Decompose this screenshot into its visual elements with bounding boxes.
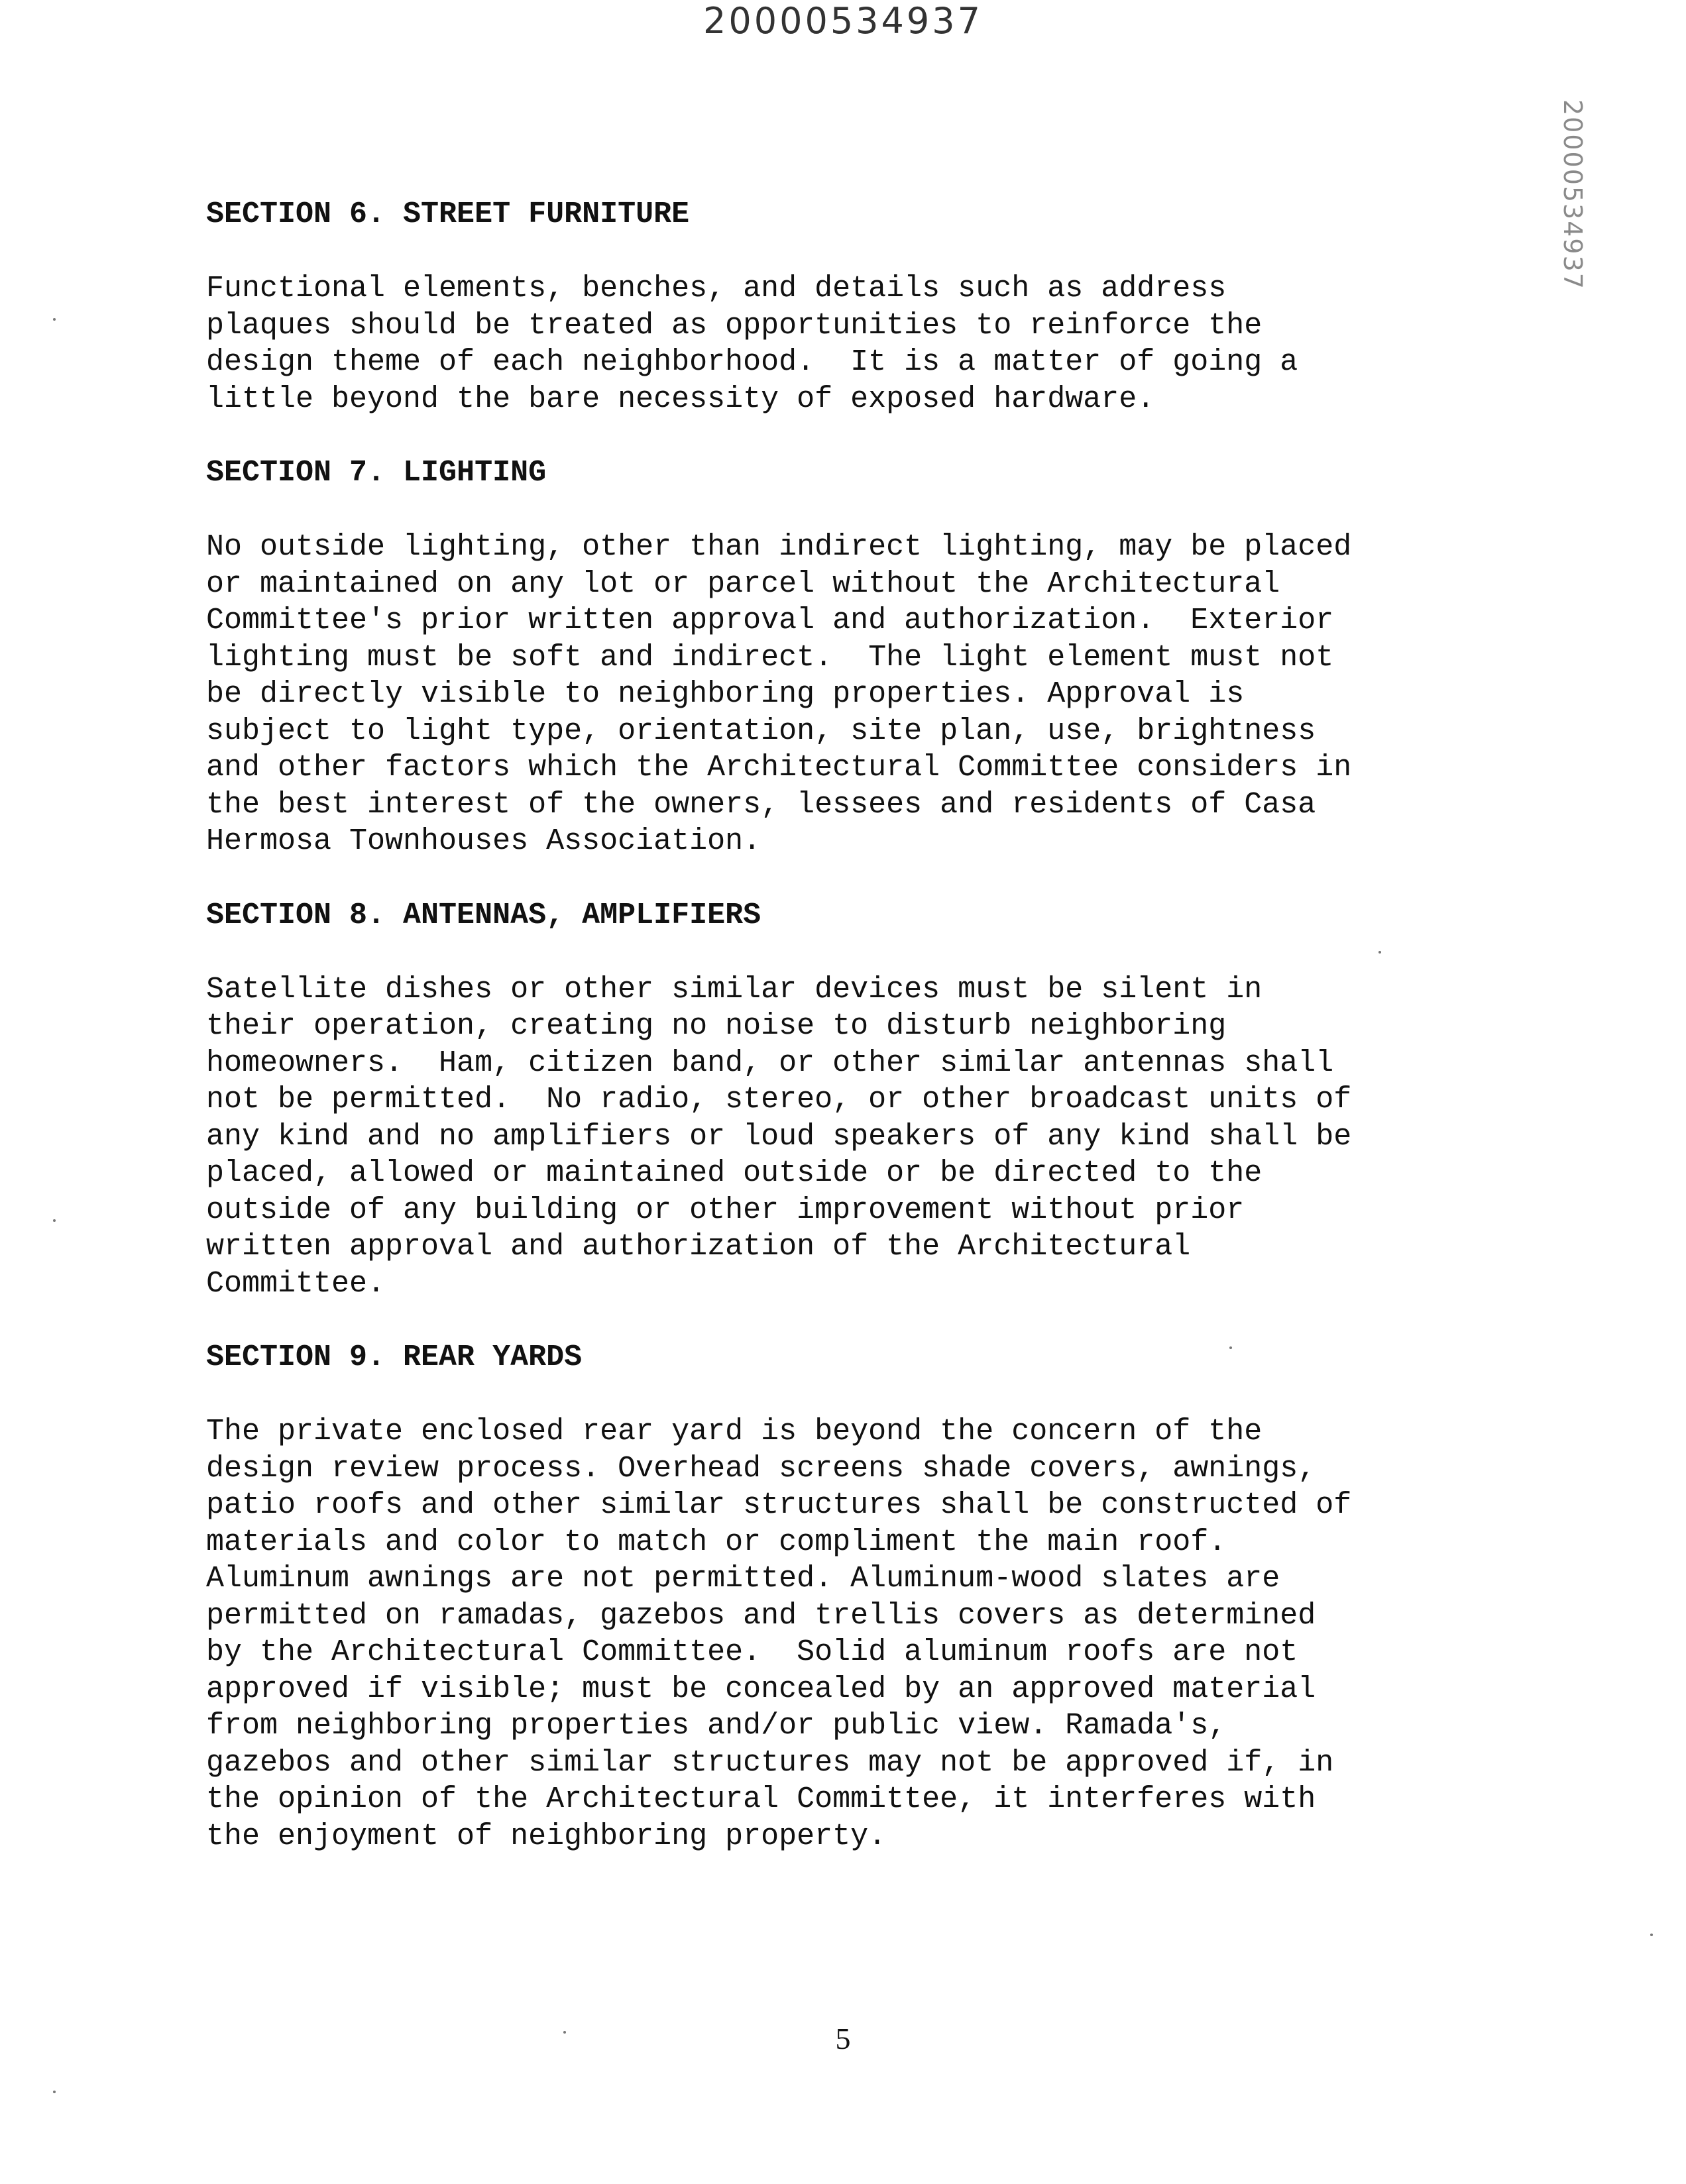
text-line: approved if visible; must be concealed by an approved material: [206, 1672, 1316, 1706]
document-number: 20000534937: [703, 0, 983, 42]
text-line: by the Architectural Committee. Solid aluminum roofs are not: [206, 1635, 1298, 1669]
text-line: Hermosa Townhouses Association.: [206, 824, 761, 858]
text-line: or maintained on any lot or parcel without the Architectural: [206, 567, 1280, 601]
section-6: [206, 196, 1505, 417]
scan-speck: [1229, 1346, 1232, 1349]
text-line: be directly visible to neighboring properties. Approval is: [206, 677, 1245, 711]
section-7: [206, 455, 1505, 860]
scan-speck: [53, 2091, 56, 2093]
section-heading: SECTION 9. REAR YARDS: [206, 1340, 583, 1374]
scan-speck: [563, 2031, 566, 2034]
text-line: and other factors which the Architectural Committee considers in: [206, 751, 1352, 785]
section-text: [206, 1413, 1505, 1855]
text-line: lighting must be soft and indirect. The light element must not: [206, 640, 1334, 675]
text-line: plaques should be treated as opportunities to reinforce the: [206, 308, 1263, 343]
text-line: outside of any building or other improvement without prior: [206, 1193, 1245, 1227]
side-stamp-number: 20000534937: [1558, 99, 1587, 290]
text-line: placed, allowed or maintained outside or be directed to the: [206, 1156, 1263, 1190]
text-line: Committee.: [206, 1266, 386, 1301]
section-text: [206, 529, 1505, 860]
text-line: Functional elements, benches, and details such as address: [206, 272, 1227, 305]
text-line: their operation, creating no noise to disturb neighboring: [206, 1009, 1227, 1043]
section-text: [206, 971, 1505, 1303]
text-line: from neighboring properties and/or public view. Ramada's,: [206, 1709, 1227, 1743]
text-line: Aluminum awnings are not permitted. Aluminum-wood slates are: [206, 1562, 1280, 1596]
section-heading: SECTION 8. ANTENNAS, AMPLIFIERS: [206, 898, 761, 932]
scan-speck: [53, 1219, 56, 1222]
text-line: Satellite dishes or other similar devices must be silent in: [206, 972, 1263, 1007]
text-line: design theme of each neighborhood. It is a matter of going a: [206, 345, 1298, 379]
text-line: permitted on ramadas, gazebos and trellis covers as determined: [206, 1598, 1316, 1633]
text-line: the best interest of the owners, lessees and residents of Casa: [206, 787, 1316, 822]
text-line: the opinion of the Architectural Committee, it interferes with: [206, 1782, 1316, 1816]
text-line: not be permitted. No radio, stereo, or other broadcast units of: [206, 1083, 1352, 1117]
text-line: the enjoyment of neighboring property.: [206, 1819, 887, 1853]
text-line: No outside lighting, other than indirect lighting, may be placed: [206, 530, 1352, 564]
text-line: subject to light type, orientation, site plan, use, brightness: [206, 714, 1316, 748]
text-line: design review process. Overhead screens shade covers, awnings,: [206, 1451, 1316, 1486]
scan-speck: [1378, 951, 1381, 954]
text-line: any kind and no amplifiers or loud speakers of any kind shall be: [206, 1119, 1352, 1154]
page-number: 5: [835, 2022, 851, 2055]
scan-speck: [53, 318, 56, 321]
document-body: [206, 196, 1505, 1892]
text-line: Committee's prior written approval and authorization. Exterior: [206, 604, 1334, 637]
section-8: [206, 897, 1505, 1303]
section-heading: SECTION 6. STREET FURNITURE: [206, 197, 690, 231]
section-9: [206, 1339, 1505, 1855]
text-line: The private enclosed rear yard is beyond the concern of the: [206, 1415, 1263, 1448]
text-line: materials and color to match or compliment the main roof.: [206, 1525, 1227, 1559]
text-line: little beyond the bare necessity of exposed hardware.: [206, 382, 1155, 416]
text-line: written approval and authorization of the Architectural: [206, 1230, 1191, 1264]
text-line: homeowners. Ham, citizen band, or other similar antennas shall: [206, 1046, 1334, 1080]
section-text: [206, 270, 1505, 417]
scan-speck: [1650, 1934, 1653, 1936]
section-heading: SECTION 7. LIGHTING: [206, 456, 547, 490]
text-line: patio roofs and other similar structures shall be constructed of: [206, 1488, 1352, 1522]
text-line: gazebos and other similar structures may not be approved if, in: [206, 1745, 1334, 1780]
